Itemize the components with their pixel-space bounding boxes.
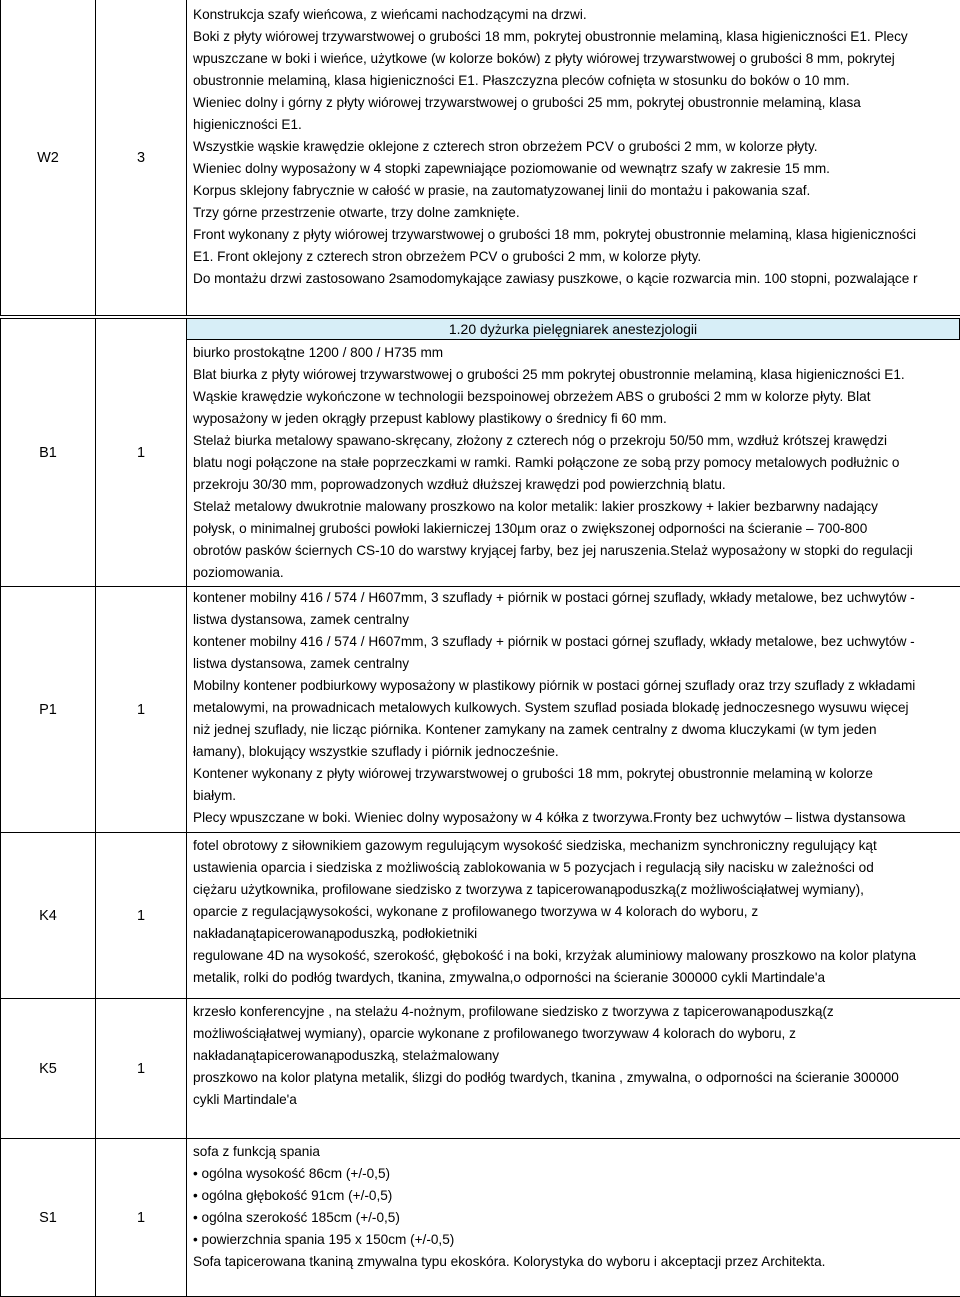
item-code: B1 <box>39 444 57 461</box>
description-line: kontener mobilny 416 / 574 / H607mm, 3 szuflady + piórnik w postaci górnej szuflady, wkłady metalowe, bez uchwytów - <box>193 590 915 605</box>
description-line: obustronnie melaminą, klasa higieniczności E1. Płaszczyzna pleców cofnięta w stosunku do boków o 10 mm. <box>193 73 850 88</box>
item-qty: 1 <box>136 1209 146 1226</box>
item-description <box>186 1138 960 1297</box>
description-line: Trzy górne przestrzenie otwarte, trzy dolne zamknięte. <box>193 205 520 220</box>
item-code-cell <box>0 832 95 998</box>
description-line: możliwościąłatwej wymiany), oparcie wykonane z profilowanego tworzywaw 4 kolorach do wyboru, z <box>193 1026 796 1041</box>
item-description <box>186 340 960 586</box>
description-line: Wąskie krawędzie wykończone w technologii bezspoinowej obrzeżem ABS o grubości 2 mm w kolorze płyty. Blat <box>193 389 871 404</box>
description-line: Blat biurka z płyty wiórowej trzywarstwowej o grubości 25 mm pokrytej obustronnie melaminą, klasa higieniczności E1. <box>193 367 905 382</box>
item-qty: 1 <box>136 701 146 718</box>
description-line: poziomowania. <box>193 565 284 580</box>
description-line: białym. <box>193 788 237 803</box>
description-line: Sofa tapicerowana tkaniną zmywalna typu ekoskóra. Kolorystyka do wyboru i akceptacji przez Architekta. <box>193 1254 826 1269</box>
item-code: K4 <box>39 907 57 924</box>
item-qty-cell <box>95 586 186 832</box>
section-header <box>186 318 960 340</box>
item-code: P1 <box>39 701 57 718</box>
item-qty-cell <box>95 832 186 998</box>
description-line: metalik, rolki do podłóg twardych, tkanina, zmywalna,o odporności na ścieranie 300000 cykli Martindale'a <box>193 970 826 985</box>
description-line: Wieniec dolny wyposażony w 4 stopki zapewniające poziomowanie od wewnątrz szafy w zakresie 15 mm. <box>193 161 830 176</box>
description-line: obrotów pasków ściernych CS-10 do warstwy kryjącej farby, bez jej naruszenia.Stelaż wyposażony w stopki do regulacji <box>193 543 913 558</box>
description-line: Stelaż biurka metalowy spawano-skręcany, złożony z czterech nóg o przekroju 50/50 mm, wzdłuż krótszej krawędzi <box>193 433 888 448</box>
description-line: krzesło konferencyjne , na stelażu 4-nożnym, profilowane siedzisko z tworzywa z tapicerowanąpoduszką(z <box>193 1004 834 1019</box>
item-qty-cell <box>95 998 186 1138</box>
description-line: Do montażu drzwi zastosowano 2samodomykające zawiasy puszkowe, o kącie rozwarcia min. 100 stopni, pozwalające r <box>193 271 918 286</box>
item-qty: 1 <box>136 444 146 461</box>
description-line: • ogólna głębokość 91cm (+/-0,5) <box>193 1188 393 1203</box>
description-line: biurko prostokątne 1200 / 800 / H735 mm <box>193 345 444 360</box>
description-line: Wieniec dolny i górny z płyty wiórowej trzywarstwowej o grubości 25 mm, pokrytej obustronnie melaminą, klasa <box>193 95 861 110</box>
description-line: higieniczności E1. <box>193 117 302 132</box>
description-line: metalowymi, na prowadnicach metalowych kulkowych. System szuflad posiada blokadę jednoczesnego wysuwu więcej <box>193 700 909 715</box>
description-line: Front wykonany z płyty wiórowej trzywarstwowej o grubości 18 mm, pokrytej obustronnie melaminą, klasa higieniczności <box>193 227 917 242</box>
item-description <box>186 998 960 1138</box>
item-code: S1 <box>39 1209 57 1226</box>
item-qty: 1 <box>136 907 146 924</box>
item-qty: 3 <box>136 149 146 166</box>
description-line: ciężaru użytkownika, profilowane siedzisko z tworzywa z tapicerowanąpoduszką(z możliwościąłatwej wymiany), <box>193 882 864 897</box>
description-line: Boki z płyty wiórowej trzywarstwowej o grubości 18 mm, pokrytej obustronnie melaminą, klasa higieniczności E1. Plecy <box>193 29 908 44</box>
description-line: Konstrukcja szafy wieńcowa, z wieńcami nachodzącymi na drzwi. <box>193 7 587 22</box>
item-qty: 1 <box>136 1060 146 1077</box>
description-line: Stelaż metalowy dwukrotnie malowany proszkowo na kolor metalik: lakier proszkowy + lakier bezbarwny nadający <box>193 499 878 514</box>
description-line: • powierzchnia spania 195 x 150cm (+/-0,5) <box>193 1232 455 1247</box>
item-qty-cell <box>95 318 186 586</box>
item-code-cell <box>0 318 95 586</box>
description-line: E1. Front oklejony z czterech stron obrzeżem PCV o grubości 2 mm, w kolorze płyty. <box>193 249 702 264</box>
description-line: Plecy wpuszczane w boki. Wieniec dolny wyposażony w 4 kółka z tworzywa.Fronty bez uchwytów – listwa dystansowa <box>193 810 906 825</box>
item-code-cell <box>0 586 95 832</box>
item-code: K5 <box>39 1060 57 1077</box>
description-line: cykli Martindale'a <box>193 1092 297 1107</box>
description-line: fotel obrotowy z siłownikiem gazowym regulującym wysokość siedziska, mechanizm synchroniczny regulujący kąt <box>193 838 877 853</box>
description-line: oparcie z regulacjąwysokości, wykonane z profilowanego tworzywa w 4 kolorach do wyboru, z <box>193 904 759 919</box>
description-line: połysk, o minimalnej grubości powłoki lakierniczej 130µm oraz o zwiększonej odporności na ścieranie – 700-800 <box>193 521 868 536</box>
item-code: W2 <box>37 149 59 166</box>
description-line: • ogólna wysokość 86cm (+/-0,5) <box>193 1166 391 1181</box>
description-line: ustawienia oparcia i siedziska z możliwością zablokowania w 5 pozycjach i regulacją siły nacisku w zależności od <box>193 860 874 875</box>
item-code-cell <box>0 998 95 1138</box>
description-line: wpuszczane w boki i wieńce, użytkowe (w kolorze boków) z płyty wiórowej trzywarstwowej o grubości 8 mm, pokrytej <box>193 51 895 66</box>
description-line: listwa dystansowa, zamek centralny <box>193 612 410 627</box>
item-description <box>186 586 960 832</box>
description-line: wyposażony w jeden okrągły przepust kablowy plastikowy o średnicy fi 60 mm. <box>193 411 667 426</box>
description-line: nakładanątapicerowanąpoduszką, stelażmalowany <box>193 1048 500 1063</box>
description-line: przekroju 30/30 mm, poprowadzonych wzdłuż dłuższej krawędzi pod powierzchnią blatu. <box>193 477 726 492</box>
item-code-cell <box>0 1138 95 1297</box>
item-description <box>186 832 960 998</box>
description-line: Kontener wykonany z płyty wiórowej trzywarstwowej o grubości 18 mm, pokrytej obustronnie melaminą w kolorze <box>193 766 873 781</box>
section-title: 1.20 dyżurka pielęgniarek anestezjologii <box>448 321 698 337</box>
description-line: regulowane 4D na wysokość, szerokość, głębokość i na boki, krzyżak aluminiowy malowany proszkowo na kolor platyna <box>193 948 917 963</box>
description-line: nakładanątapicerowanąpoduszką, podłokietniki <box>193 926 478 941</box>
description-line: Wszystkie wąskie krawędzie oklejone z czterech stron obrzeżem PCV o grubości 2 mm, w kolorze płyty. <box>193 139 818 154</box>
description-line: • ogólna szerokość 185cm (+/-0,5) <box>193 1210 400 1225</box>
description-line: kontener mobilny 416 / 574 / H607mm, 3 szuflady + piórnik w postaci górnej szuflady, wkłady metalowe, bez uchwytów - <box>193 634 915 649</box>
description-line: niż jednej szuflady, nie licząc piórnika. Kontener zamykany na zamek centralny z dwoma kluczykami (w tym jeden <box>193 722 877 737</box>
description-line: listwa dystansowa, zamek centralny <box>193 656 410 671</box>
description-line: Korpus sklejony fabrycznie w całość w prasie, na zautomatyzowanej linii do montażu i pakowania szaf. <box>193 183 811 198</box>
item-qty-cell <box>95 1138 186 1297</box>
description-line: Mobilny kontener podbiurkowy wyposażony w plastikowy piórnik w postaci górnej szuflady oraz trzy szuflady z wkładami <box>193 678 916 693</box>
description-line: blatu nogi połączone na stałe poprzeczkami w ramki. Ramki połączone ze sobą przy pomocy metalowych podłużnic o <box>193 455 900 470</box>
item-description <box>186 0 960 316</box>
description-line: łamany), blokujący wszystkie szuflady i piórnik jednocześnie. <box>193 744 559 759</box>
description-line: proszkowo na kolor platyna metalik, ślizgi do podłóg twardych, tkanina , zmywalna, o odporności na ścieranie 300000 <box>193 1070 899 1085</box>
item-qty-cell <box>95 0 186 316</box>
item-code-cell <box>0 0 95 316</box>
description-line: sofa z funkcją spania <box>193 1144 320 1159</box>
